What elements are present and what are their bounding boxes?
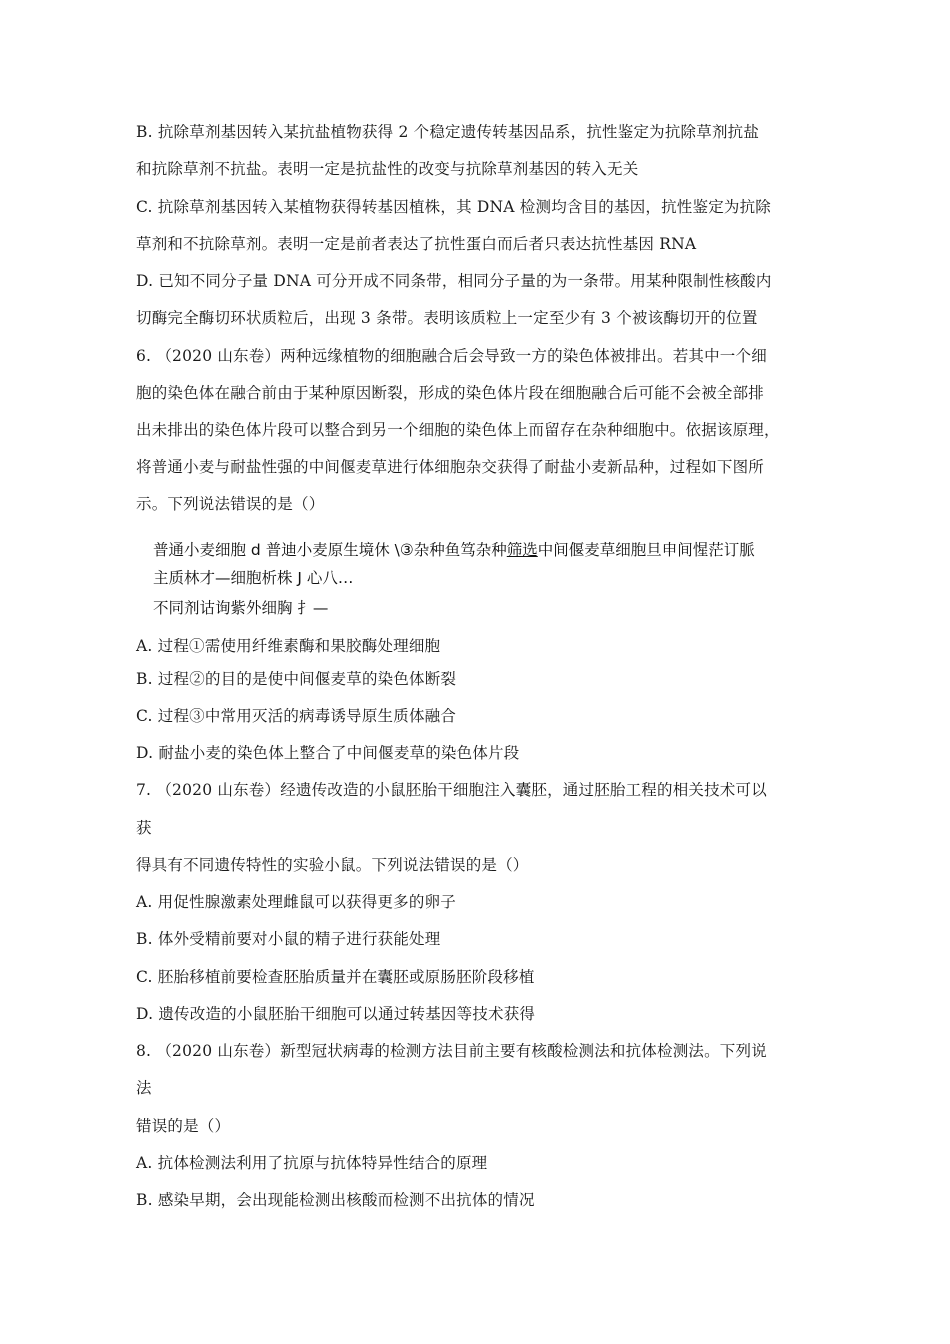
q6-figure-text-b: 中间偃麦草细胞旦申间惺茫订脈: [537, 541, 755, 559]
q6-stem-line1: 6. （2020 山东卷）两种远缘植物的细胞融合后会导致一方的染色体被排出。若其中一个细: [136, 347, 767, 365]
q7-option-a: A. 用促性腺激素处理雌鼠可以获得更多的卵子: [136, 893, 456, 911]
q6-option-d: D. 耐盐小麦的染色体上整合了中间偃麦草的染色体片段: [136, 744, 520, 762]
q6-stem-line5: 示。下列说法错误的是（）: [136, 495, 325, 513]
q7-option-b: B. 体外受精前要对小鼠的精子进行获能处理: [136, 930, 441, 948]
q6-stem-line4: 将普通小麦与耐盐性强的中间偃麦草进行体细胞杂交获得了耐盐小麦新品种，过程如下图所: [136, 458, 765, 476]
q5-option-d-line1: D. 已知不同分子量 DNA 可分开成不同条带，相同分子量的为一条带。用某种限制性核酸内: [136, 272, 772, 290]
q6-option-c: C. 过程③中常用灭活的病毒诱导原生质体融合: [136, 707, 457, 725]
q5-option-d-line2: 切酶完全酶切环状质粒后，出现 3 条带。表明该质粒上一定至少有 3 个被该酶切开的位置: [136, 309, 758, 327]
q6-figure-text-a: 普通小麦细胞 d 普迪小麦原生境休 \③杂种鱼笃杂种: [153, 541, 507, 559]
q8-stem-line3: 错误的是（）: [136, 1117, 231, 1135]
q8-option-a: A. 抗体检测法利用了抗原与抗体特异性结合的原理: [136, 1154, 488, 1172]
q6-figure-text-underlined: 筛选: [506, 541, 538, 559]
q7-option-c: C. 胚胎移植前要检查胚胎质量并在囊胚或原肠胚阶段移植: [136, 968, 535, 986]
q8-stem-line2: 法: [136, 1079, 152, 1097]
q5-option-b-line1: B. 抗除草剂基因转入某抗盐植物获得 2 个稳定遗传转基因品系，抗性鉴定为抗除草剂抗盐: [136, 123, 760, 141]
q5-option-c-line2: 草剂和不抗除草剂。表明一定是前者表达了抗性蛋白而后者只表达抗性基因 RNA: [136, 235, 697, 253]
q6-stem-line3: 出未排出的染色体片段可以整合到另一个细胞的染色体上而留存在杂种细胞中。依据该原理，: [136, 421, 780, 439]
q6-figure-line3: 不同剂诂询紫外细胸 扌—: [153, 599, 329, 617]
q7-stem-line3: 得具有不同遗传特性的实验小鼠。下列说法错误的是（）: [136, 856, 529, 874]
q6-figure-line2: 主质林才—细胞析株 J 心八…: [153, 569, 354, 587]
q8-stem-line1: 8. （2020 山东卷）新型冠状病毒的检测方法目前主要有核酸检测法和抗体检测法。下列说: [136, 1042, 767, 1060]
q7-option-d: D. 遗传改造的小鼠胚胎干细胞可以通过转基因等技术获得: [136, 1005, 536, 1023]
q6-option-a: A. 过程①需使用纤维素酶和果胶酶处理细胞: [136, 637, 441, 655]
q5-option-b-line2: 和抗除草剂不抗盐。表明一定是抗盐性的改变与抗除草剂基因的转入无关: [136, 160, 639, 178]
q6-figure-line1: [153, 539, 755, 561]
q6-stem-line2: 胞的染色体在融合前由于某种原因断裂，形成的染色体片段在细胞融合后可能不会被全部排: [136, 384, 765, 402]
q5-option-c-line1: C. 抗除草剂基因转入某植物获得转基因植株，其 DNA 检测均含目的基因，抗性鉴定为抗除: [136, 198, 772, 216]
q7-stem-line1: 7. （2020 山东卷）经遗传改造的小鼠胚胎干细胞注入囊胚，通过胚胎工程的相关技术可以: [136, 781, 767, 799]
q6-option-b: B. 过程②的目的是使中间偃麦草的染色体断裂: [136, 670, 457, 688]
q7-stem-line2: 获: [136, 819, 152, 837]
q8-option-b: B. 感染早期，会出现能检测出核酸而检测不出抗体的情况: [136, 1191, 535, 1209]
